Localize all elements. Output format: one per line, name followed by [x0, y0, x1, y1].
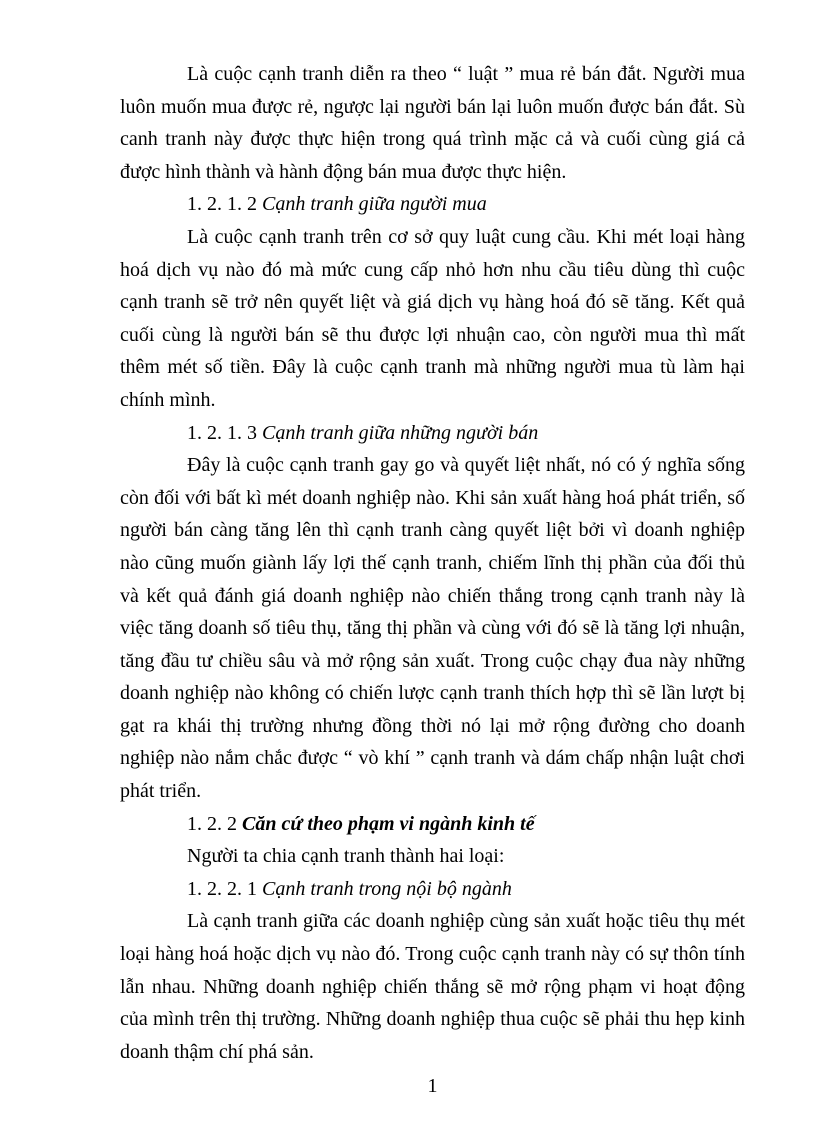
paragraph: Là cuộc cạnh tranh diễn ra theo “ luật ” mua rẻ bán đắt. Người mua luôn muốn mua được rẻ, ngược lại người bán lại luôn muốn được bán đắt. Sù canh tranh này được thực hiện trong quá trình mặc cả và cuối cùng giá cả được hình thành và hành động bán mua được thực hiện.: [120, 63, 745, 183]
page-number: 1: [427, 1075, 438, 1097]
paragraph: Là cạnh tranh giữa các doanh nghiệp cùng sản xuất hoặc tiêu thụ mét loại hàng hoá hoặc dịch vụ nào đó. Trong cuộc cạnh tranh này có sự thôn tính lẫn nhau. Những doanh nghiệp chiến thắng sẽ mở rộng phạm vi hoạt động của mình trên thị trường. Những doanh nghiệp thua cuộc sẽ phải thu hẹp kinh doanh thậm chí phá sản.: [120, 910, 745, 1063]
paragraph: Là cuộc cạnh tranh trên cơ sở quy luật cung cầu. Khi mét loại hàng hoá dịch vụ nào đó mà mức cung cấp nhỏ hơn nhu cầu tiêu dùng thì cuộc cạnh tranh sẽ trở nên quyết liệt và giá dịch vụ hàng hoá đó sẽ tăng. Kết quả cuối cùng là người bán sẽ thu được lợi nhuận cao, còn người mua thì mất thêm mét số tiền. Đây là cuộc cạnh tranh mà những người mua tù làm hại chính mình.: [120, 225, 745, 411]
paragraph: Đây là cuộc cạnh tranh gay go và quyết liệt nhất, nó có ý nghĩa sống còn đối với bất kì mét doanh nghiệp nào. Khi sản xuất hàng hoá phát triển, số người bán càng tăng lên thì cạnh tranh càng quyết liệt bởi vì doanh nghiệp nào cũng muốn giành lấy lợi thế cạnh tranh, chiếm lĩnh thị phần của đối thủ và kết quả đánh giá doanh nghiệp nào chiến thắng trong cạnh tranh này là việc tăng doanh số tiêu thụ, tăng thị phần và cùng với đó sẽ là tăng lợi nhuận, tăng đầu tư chiều sâu và mở rộng sản xuất. Trong cuộc chạy đua này những doanh nghiệp nào không có chiến lược cạnh tranh thích hợp thì sẽ lần lượt bị gạt ra khái thị trường nhưng đồng thời nó lại mở rộng đường cho doanh nghiệp nào nắm chắc được “ vò khí ” cạnh tranh và dám chấp nhận luật chơi phát triển.: [120, 454, 745, 803]
heading-title: Cạnh tranh giữa những người bán: [262, 421, 539, 444]
heading-number: 1. 2. 2. 1: [187, 877, 257, 900]
section-heading-1-2-2: [120, 808, 745, 841]
text-block: [120, 58, 745, 1068]
heading-number: 1. 2. 1. 3: [187, 421, 257, 444]
paragraph: Người ta chia cạnh tranh thành hai loại:: [187, 845, 505, 868]
section-heading-1-2-1-3: [120, 417, 745, 450]
heading-title: Cạnh tranh trong nội bộ ngành: [262, 877, 512, 900]
heading-title: Căn cứ theo phạm vi ngành kinh tế: [242, 812, 535, 835]
section-heading-1-2-1-2: [120, 188, 745, 221]
section-heading-1-2-2-1: [120, 873, 745, 906]
heading-number: 1. 2. 2: [187, 812, 237, 835]
heading-title: Cạnh tranh giữa người mua: [262, 193, 487, 216]
heading-number: 1. 2. 1. 2: [187, 193, 257, 216]
